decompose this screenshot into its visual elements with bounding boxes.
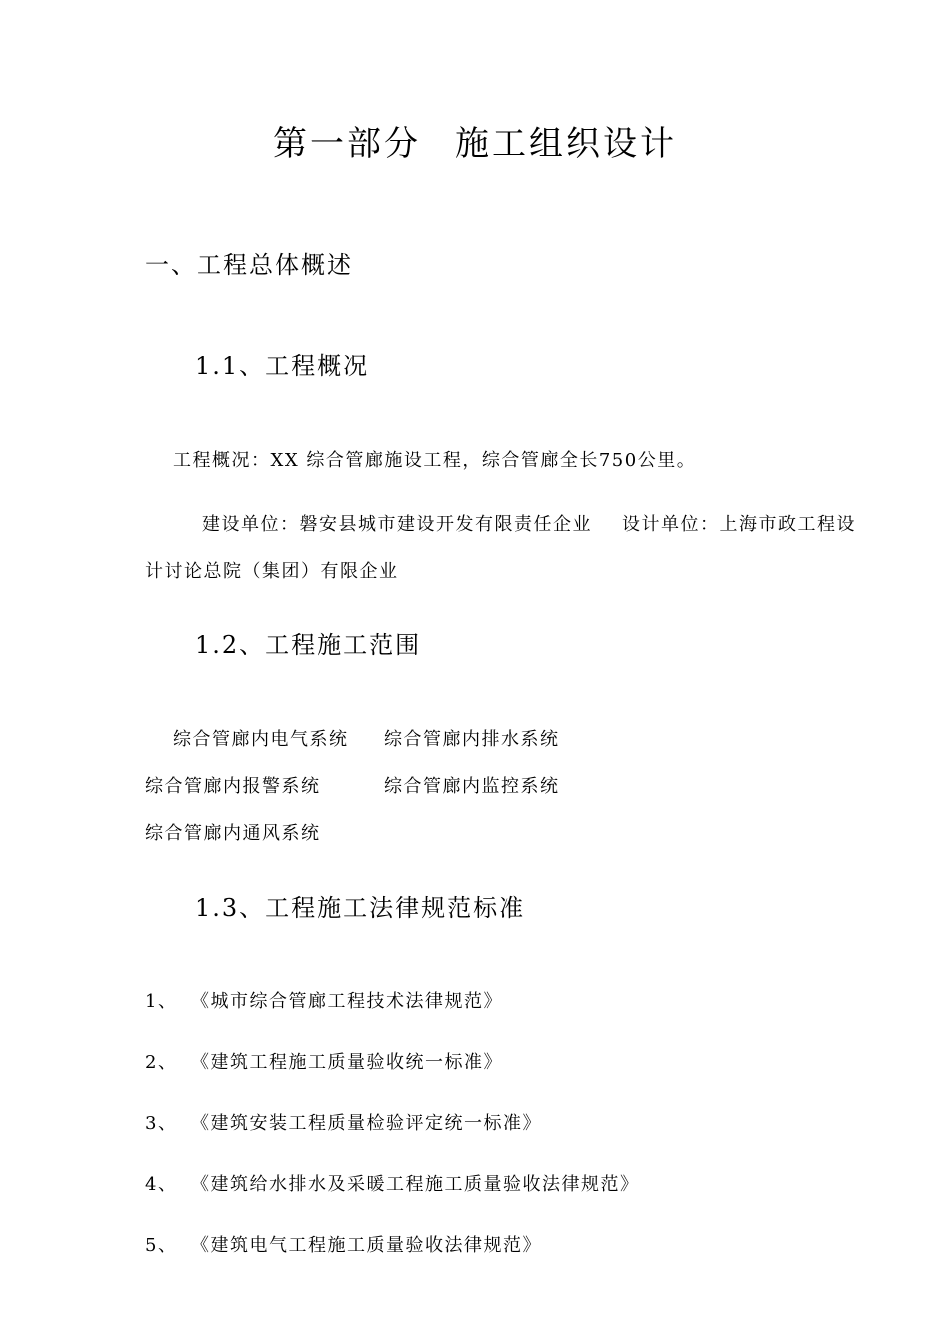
- builder-unit: 建设单位：磐安县城市建设开发有限责任企业: [202, 514, 592, 535]
- scope-item: 综合管廊内通风系统: [145, 823, 321, 844]
- scope-item: 综合管廊内监控系统: [384, 776, 560, 797]
- standard-number: 4、: [145, 1174, 178, 1195]
- title-part: 第一部分: [273, 124, 421, 164]
- designer-unit-continued: 计讨论总院（集团）有限企业: [145, 561, 399, 582]
- subsection-heading-1-2: 1.2、工程施工范围: [195, 631, 422, 659]
- scope-item: 综合管廊内排水系统: [384, 729, 560, 750]
- standard-title: 《建筑工程施工质量验收统一标准》: [191, 1052, 503, 1073]
- standard-number: 1、: [145, 991, 178, 1012]
- subsection-heading-1-3: 1.3、工程施工法律规范标准: [195, 894, 526, 922]
- standard-item: [145, 1109, 542, 1135]
- scope-item: 综合管廊内报警系统: [145, 776, 321, 797]
- standard-title: 《建筑电气工程施工质量验收法律规范》: [191, 1235, 542, 1256]
- standard-title: 《建筑给水排水及采暖工程施工质量验收法律规范》: [191, 1174, 640, 1195]
- page-title: [0, 116, 950, 165]
- standard-number: 5、: [145, 1235, 178, 1256]
- standard-title: 《建筑安装工程质量检验评定统一标准》: [191, 1113, 542, 1134]
- standard-title: 《城市综合管廊工程技术法律规范》: [191, 991, 503, 1012]
- subsection-heading-1-1: 1.1、工程概况: [195, 352, 370, 380]
- standard-item: [145, 1170, 640, 1196]
- title-main: 施工组织设计: [455, 124, 677, 164]
- standard-number: 2、: [145, 1052, 178, 1073]
- standard-item: [145, 987, 503, 1013]
- designer-unit: 设计单位：上海市政工程设: [622, 514, 856, 535]
- standard-item: [145, 1048, 503, 1074]
- overview-paragraph: 工程概况：XX 综合管廊施设工程，综合管廊全长750公里。: [173, 450, 697, 471]
- scope-item: 综合管廊内电气系统: [173, 729, 349, 750]
- standard-item: [145, 1231, 542, 1257]
- standard-number: 3、: [145, 1113, 178, 1134]
- section-heading-1: 一、工程总体概述: [145, 251, 353, 279]
